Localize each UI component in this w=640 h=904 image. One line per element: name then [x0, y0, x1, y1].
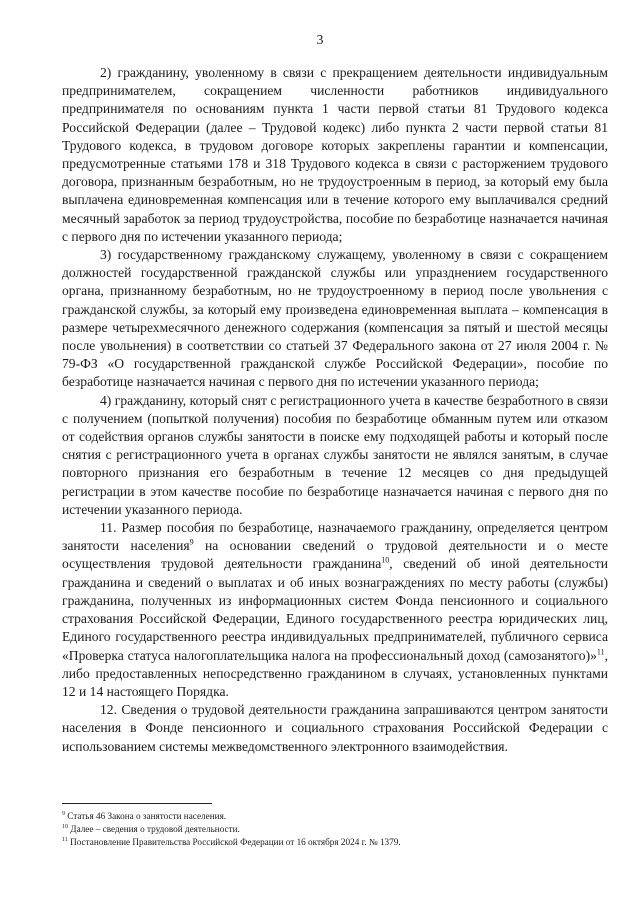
paragraph-12: 12. Сведения о трудовой деятельности гражданина запрашиваются центром занятости населения в Фонде пенсионного и социального страхования Российской Федерации с использованием системы межведомственного электронного взаимодействия. [62, 702, 608, 754]
footnote-number: 10 [62, 823, 68, 830]
paragraph-11-part-3: , сведений об иной деятельности гражданина и сведений о выплатах и об иных вознаграждениях по месту работы (службы) гражданина, полученных из информационных систем Фонда пенсионного и социального страхования Российской Федерации, Единого государственного реестра юридических лиц, Единого государственного реестра индивидуальных предпринимателей, публичного сервиса «Проверка статуса налогоплательщика налога на профессиональный доход (самозанятого)» [62, 556, 608, 663]
footnote-separator [62, 803, 212, 804]
paragraph-11 [62, 519, 608, 701]
footnotes [62, 810, 608, 849]
footnote-number: 11 [62, 836, 68, 843]
footnote-ref-11: 11 [596, 646, 605, 656]
footnote-10 [62, 823, 608, 836]
footnote-text: Далее – сведения о трудовой деятельности. [68, 824, 240, 834]
paragraph-11-part-1: 11. Размер пособия по безработице, назначаемого гражданину, определяется центром занятости населения [62, 520, 608, 554]
document-body [62, 64, 608, 756]
paragraph-item-2: 2) гражданину, уволенному в связи с прекращением деятельности индивидуальным предпринимателем, сокращением численности работников индивидуального предпринимателя по основаниям пункта 1 части первой статьи 81 Трудового кодекса Российской Федерации (далее – Трудовой кодекс) либо пункта 2 части первой статьи 81 Трудового кодекса, в трудовом договоре которых закреплены гарантии и компенсации, предусмотренные статьями 178 и 318 Трудового кодекса в связи с расторжением трудового договора, признанным безработным, но не трудоустроенным в период, за который ему была выплачена единовременная компенсация или в течение которого ему выплачивался средний месячный заработок за период трудоустройства, пособие по безработице назначается начиная с первого дня по истечении указанного периода; [62, 65, 608, 244]
paragraph-11-part-2: на основании сведений о трудовой деятельности и о месте осуществления трудовой деятельности гражданина [62, 538, 608, 572]
paragraph-11-part-4: , либо предоставленных непосредственно гражданином в случаях, установленных пунктами 12 и 14 настоящего Порядка. [62, 647, 608, 699]
paragraph-item-3: 3) государственному гражданскому служащему, уволенному в связи с сокращением должностей государственной гражданской службы или упразднением государственного органа, признанному безработным, но не трудоустроенному в период после увольнения с гражданской службы, за который ему произведена единовременная выплата – компенсация в размере четырехмесячного денежного содержания (компенсация за пятый и шестой месяцы после увольнения) в соответствии со статьей 37 Федерального закона от 27 июля 2004 г. № 79-ФЗ «О государственной гражданской службе Российской Федерации», пособие по безработице назначается начиная с первого дня по истечении указанного периода; [62, 247, 608, 390]
footnote-number: 9 [62, 810, 65, 817]
footnote-ref-10: 10 [381, 555, 390, 565]
footnote-9 [62, 810, 608, 823]
footnote-text: Постановление Правительства Российской Федерации от 16 октября 2024 г. № 1379. [67, 837, 401, 847]
paragraph-item-4: 4) гражданину, который снят с регистрационного учета в качестве безработного в связи с получением (попыткой получения) пособия по безработице обманным путем или отказом от содействия органов службы занятости в поиске ему подходящей работы и который после снятия с регистрационного учета в органах службы занятости не являлся занятым, в случае повторного признания его безработным в течение 12 месяцев со дня предыдущей регистрации в этом качестве пособие по безработице назначается начиная с первого дня по истечении указанного периода. [62, 392, 608, 517]
footnote-11 [62, 836, 608, 849]
footnote-ref-9: 9 [189, 537, 194, 547]
footnote-text: Статья 46 Закона о занятости населения. [65, 811, 227, 821]
page-number: 3 [316, 32, 324, 47]
